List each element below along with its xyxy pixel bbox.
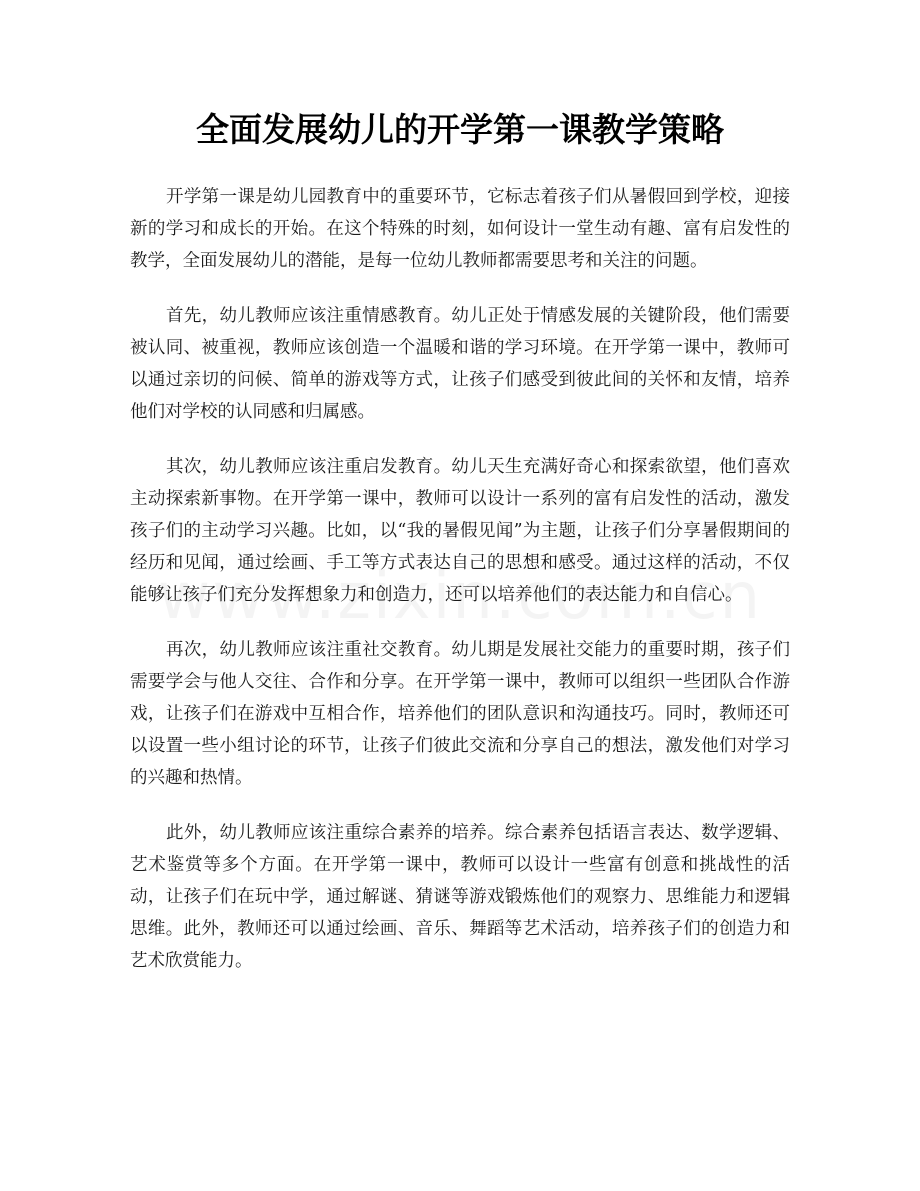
paragraph-intro: 开学第一课是幼儿园教育中的重要环节，它标志着孩子们从暑假回到学校，迎接新的学习和成长的开始。在这个特殊的时刻，如何设计一堂生动有趣、富有启发性的教学，全面发展幼儿的潜能，是每一位幼儿教师都需要思考和关注的问题。 [130,187,790,271]
paragraph-social-education: 再次，幼儿教师应该注重社交教育。幼儿期是发展社交能力的重要时期，孩子们需要学会与他人交往、合作和分享。在开学第一课中，教师可以组织一些团队合作游戏，让孩子们在游戏中互相合作，培养他们的团队意识和沟通技巧。同时，教师还可以设置一些小组讨论的环节，让孩子们彼此交流和分享自己的想法，激发他们对学习的兴趣和热情。 [130,640,790,788]
paragraph-emotional-education: 首先，幼儿教师应该注重情感教育。幼儿正处于情感发展的关键阶段，他们需要被认同、被重视，教师应该创造一个温暖和谐的学习环境。在开学第一课中，教师可以通过亲切的问候、简单的游戏等方式，让孩子们感受到彼此间的关怀和友情，培养他们对学校的认同感和归属感。 [130,306,790,422]
paragraph-inspirational-education: 其次，幼儿教师应该注重启发教育。幼儿天生充满好奇心和探索欲望，他们喜欢主动探索新事物。在开学第一课中，教师可以设计一系列的富有启发性的活动，激发孩子们的主动学习兴趣。比如，以“我的暑假见闻”为主题，让孩子们分享暑假期间的经历和见闻，通过绘画、手工等方式表达自己的思想和感受。通过这样的活动，不仅能够让孩子们充分发挥想象力和创造力，还可以培养他们的表达能力和自信心。 [130,457,790,605]
document-body [130,181,790,1000]
paragraph-comprehensive-literacy: 此外，幼儿教师应该注重综合素养的培养。综合素养包括语言表达、数学逻辑、艺术鉴赏等多个方面。在开学第一课中，教师可以设计一些富有创意和挑战性的活动，让孩子们在玩中学，通过解谜、猜谜等游戏锻炼他们的观察力、思维能力和逻辑思维。此外，教师还可以通过绘画、音乐、舞蹈等艺术活动，培养孩子们的创造力和艺术欣赏能力。 [130,823,790,971]
document-title: 全面发展幼儿的开学第一课教学策略 [196,110,724,149]
